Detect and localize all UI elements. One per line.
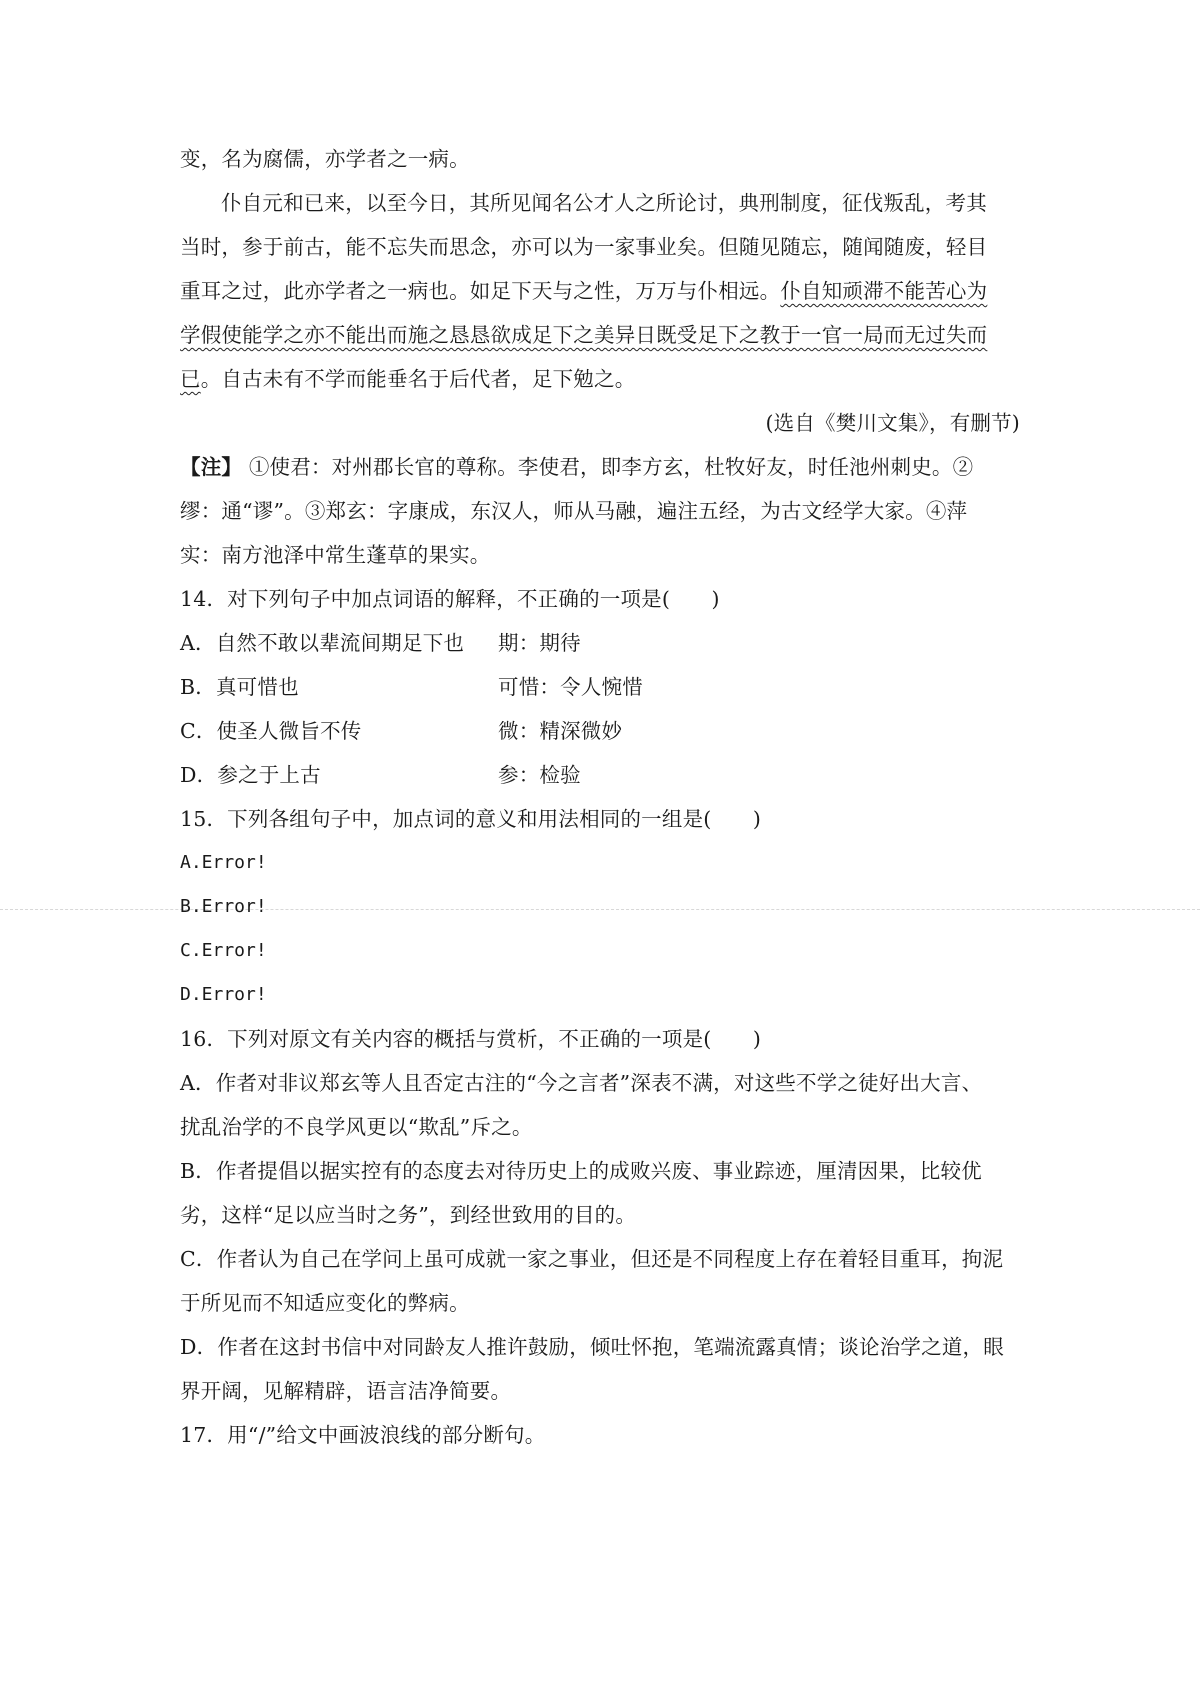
option-sentence: D．参之于上古	[180, 763, 321, 787]
passage-text: 。自古未有不学而能垂名于后代者，足下勉之。	[200, 367, 636, 391]
passage-line	[180, 276, 1020, 306]
question-16-option-c: C．作者认为自己在学问上虽可成就一家之事业，但还是不同程度上存在着轻目重耳，拘泥	[180, 1247, 1004, 1271]
note-label: 【注】	[180, 455, 243, 479]
option-gloss: 期：期待	[498, 631, 581, 655]
question-16-option-d: D．作者在这封书信中对同龄友人推许鼓励，倾吐怀抱，笔端流露真情；谈论治学之道，眼	[180, 1335, 1004, 1359]
option-sentence: C．使圣人微旨不传	[180, 719, 362, 743]
passage-line: 变，名为腐儒，亦学者之一病。	[180, 147, 470, 171]
question-15-option: B.Error!	[180, 896, 267, 917]
question-17-stem: 17．用“/”给文中画波浪线的部分断句。	[180, 1423, 546, 1447]
question-16-option-a: 扰乱治学的不良学风更以“欺乱”斥之。	[180, 1115, 533, 1139]
source-citation: (选自《樊川文集》，有删节)	[765, 411, 1020, 435]
passage-line: 当时，参于前古，能不忘失而思念，亦可以为一家事业矣。但随见随忘，随闻随废，轻目	[180, 235, 988, 259]
question-16-option-b: 劣，这样“足以应当时之务”，到经世致用的目的。	[180, 1203, 637, 1227]
question-15-option: C.Error!	[180, 940, 267, 961]
wavy-underlined-text: 学假使能学之亦不能出而施之恳恳欲成足下之美异日既受足下之教于一官一局而无过失而	[180, 323, 988, 347]
question-14-option	[180, 716, 1020, 746]
question-16-stem: 16．下列对原文有关内容的概括与赏析，不正确的一项是( )	[180, 1027, 762, 1051]
question-15-option: A.Error!	[180, 852, 267, 873]
passage-line	[180, 364, 1020, 394]
question-14-stem: 14．对下列句子中加点词语的解释，不正确的一项是( )	[180, 587, 720, 611]
option-gloss: 参：检验	[498, 763, 581, 787]
note-line: 实：南方池泽中常生蓬草的果实。	[180, 543, 491, 567]
question-16-option-c: 于所见而不知适应变化的弊病。	[180, 1291, 470, 1315]
question-14-option	[180, 672, 1020, 702]
note-line: 缪：通“谬”。③郑玄：字康成，东汉人，师从马融，遍注五经，为古文经学大家。④萍	[180, 499, 968, 523]
passage-line: 仆自元和已来，以至今日，其所见闻名公才人之所论讨，典刑制度，征伐叛乱，考其	[221, 191, 987, 215]
question-16-option-d: 界开阔，见解精辟，语言洁净简要。	[180, 1379, 512, 1403]
question-15-stem: 15．下列各组句子中，加点词的意义和用法相同的一组是( )	[180, 807, 762, 831]
question-16-option-a: A．作者对非议郑玄等人且否定古注的“今之言者”深表不满，对这些不学之徒好出大言、	[180, 1071, 983, 1095]
option-sentence: B．真可惜也	[180, 675, 299, 699]
note-text: ①使君：对州郡长官的尊称。李使君，即李方玄，杜牧好友，时任池州刺史。②	[242, 455, 974, 479]
wavy-underlined-text: 仆自知顽滞不能苦心为	[780, 279, 988, 303]
option-sentence: A．自然不敢以辈流间期足下也	[180, 631, 465, 655]
option-gloss: 可惜：令人惋惜	[498, 675, 643, 699]
note-line	[180, 452, 1020, 482]
passage-text: 重耳之过，此亦学者之一病也。如足下天与之性，万万与仆相远。	[180, 279, 781, 303]
question-15-option: D.Error!	[180, 984, 267, 1005]
option-gloss: 微：精深微妙	[498, 719, 623, 743]
wavy-underlined-text: 已	[180, 367, 201, 391]
question-14-option	[180, 760, 1020, 790]
question-16-option-b: B．作者提倡以据实控有的态度去对待历史上的成败兴废、事业踪迹，厘清因果，比较优	[180, 1159, 982, 1183]
passage-line	[180, 320, 1020, 350]
question-14-option	[180, 628, 1020, 658]
